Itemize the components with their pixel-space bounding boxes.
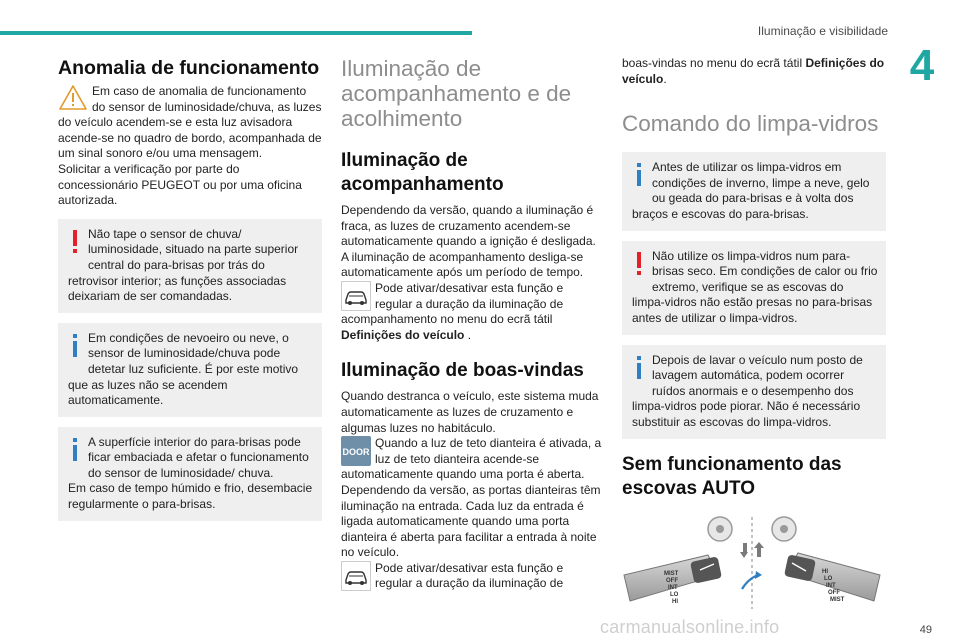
menu-name-vehicle-settings: Definições do veículo [341, 327, 465, 342]
subsection-title-follow-me: Iluminação de acompanhamento [341, 150, 504, 195]
column-3 [622, 56, 886, 616]
warning-triangle-icon [58, 84, 88, 114]
welcome-para: Quando destranca o veículo, este sistema muda automaticamente as luzes de cruzamento e algumas luzes no habitáculo. [341, 389, 599, 435]
steering-wheel-icon [772, 517, 796, 541]
note-warning-dry-text: Não utilize os limpa-vidros num para-brisas seco. Em condições de calor ou frio extremo, verifique se as escovas do limpa-vidros não estão presas no para-brisas antes de utilizar o limpa-vidros. [632, 248, 878, 325]
door-text: Quando a luz de teto dianteira é ativada, a luz de teto dianteira acende-se automaticamente quando uma porta é aberta. [341, 436, 602, 482]
down-arrow-icon [740, 543, 748, 558]
note-info-winter-text: Antes de utilizar os limpa-vidros em condições de inverno, limpe a neve, gelo ou geada do para-brisas e à volta dos braços e escovas do para-brisas. [632, 160, 870, 221]
wiper-stalk-illustration [622, 515, 884, 611]
door-block [341, 436, 603, 483]
door-button-label: DOOR [342, 447, 370, 458]
note-info-carwash [622, 345, 886, 439]
subsection-title-welcome: Iluminação de boas-vindas [341, 360, 584, 382]
warning-exclamation-icon [68, 229, 82, 259]
subsection-title-no-auto: Sem funcionamento das escovas AUTO [622, 453, 842, 499]
note-info-windscreen-text-b: Em caso de tempo húmido e frio, desembacie regularmente o para-brisas. [68, 481, 313, 512]
car-settings-icon [341, 281, 371, 311]
stalk-label: INT [668, 584, 678, 591]
stalk-label: MIST [830, 596, 845, 603]
chapter-number: 4 [909, 41, 935, 90]
running-head: Iluminação e visibilidade [757, 24, 888, 38]
door-button-icon [341, 436, 371, 466]
welcome-settings-block [341, 561, 603, 592]
stalk-label: OFF [666, 577, 678, 584]
car-settings-icon [341, 561, 371, 591]
malfunction-para-2: Solicitar a verificação por parte do concessionário PEUGEOT ou por uma oficina autorizada. [58, 161, 302, 208]
column-2 [341, 56, 603, 592]
section-title-malfunction: Anomalia de funcionamento [58, 57, 320, 79]
column-1 [58, 56, 322, 521]
note-info-carwash-text: Depois de lavar o veículo num posto de lavagem automática, podem ocorrer ruídos anormais e o desempenho dos limpa-vidros pode piorar. Não é necessário substituir as escovas do limpa-vidros. [632, 352, 863, 429]
note-info-fog [58, 323, 322, 417]
warning-exclamation-icon [632, 251, 646, 281]
steering-wheel-icon [708, 517, 732, 541]
note-info-windscreen-text-a: A superfície interior do para-brisas pode ficar embaciada e afetar o funcionamento do sensor de luminosidade/ chuva. [88, 434, 309, 480]
note-info-fog-text: Em condições de nevoeiro ou neve, o sensor de luminosidade/chuva pode detetar luz suficiente. É por este motivo que as luzes não se acendem automaticamente. [68, 330, 299, 408]
info-icon [68, 333, 82, 363]
note-info-winter [622, 152, 886, 230]
welcome-settings-continued: boas-vindas no menu do ecrã tátil Definições do veículo. [622, 56, 885, 86]
welcome-settings-text: Pode ativar/desativar esta função e regular a duração da iluminação de [375, 560, 564, 591]
info-icon [632, 355, 646, 385]
up-arrow-icon [754, 542, 764, 557]
note-info-windscreen [58, 427, 322, 521]
section-title-lighting: Iluminação de acompanhamento e de acolhimento [341, 56, 572, 131]
stalk-label: MIST [664, 570, 679, 577]
info-icon [632, 162, 646, 192]
follow-me-settings-block [341, 281, 603, 343]
stalk-label: HI [822, 568, 828, 575]
menu-name-vehicle-settings: Definições do veículo [622, 56, 885, 86]
stalk-label: INT [826, 582, 836, 589]
header-accent-bar [0, 31, 472, 35]
malfunction-block [58, 84, 322, 209]
info-icon [68, 437, 82, 467]
watermark: carmanualsonline.info [600, 617, 780, 637]
note-warning-sensor-text: Não tape o sensor de chuva/ luminosidade, situado na parte superior central do para-brisas por trás do retrovisor interior; as funções associadas deixariam de ser comandadas. [68, 226, 299, 304]
stalk-label: LO [670, 591, 679, 598]
welcome-para-2: Dependendo da versão, as portas dianteiras têm iluminação na entrada. Cada luz da entrada é ligada automaticamente quando uma porta dianteira é aberta para facilitar a entrada à noite no veículo. [341, 482, 601, 560]
note-warning-sensor [58, 219, 322, 313]
note-warning-dry [622, 241, 886, 335]
follow-me-para: Dependendo da versão, quando a iluminação é fraca, as luzes de cruzamento acendem-se automaticamente quando a ignição é desligada. A iluminação de acompanhamento desliga-se automaticamente após um período de tempo. [341, 203, 596, 280]
stalk-label: HI [672, 598, 678, 605]
follow-me-settings-text: Pode ativar/desativar esta função e regular a duração da iluminação de acompanhamento no menu do ecrã tátil Definições do veículo . [341, 280, 564, 342]
stalk-label: LO [824, 575, 833, 582]
page-number: 49 [919, 624, 932, 636]
section-title-wipers: Comando do limpa-vidros [622, 111, 879, 137]
stalk-label: OFF [828, 589, 840, 596]
malfunction-para-1: Em caso de anomalia de funcionamento do sensor de luminosidade/chuva, as luzes do veículo acendem-se e esta luz avisadora acende-se no quadro de bordo, acompanhada de um sinal sonoro e/ou uma mensagem. [58, 84, 322, 161]
